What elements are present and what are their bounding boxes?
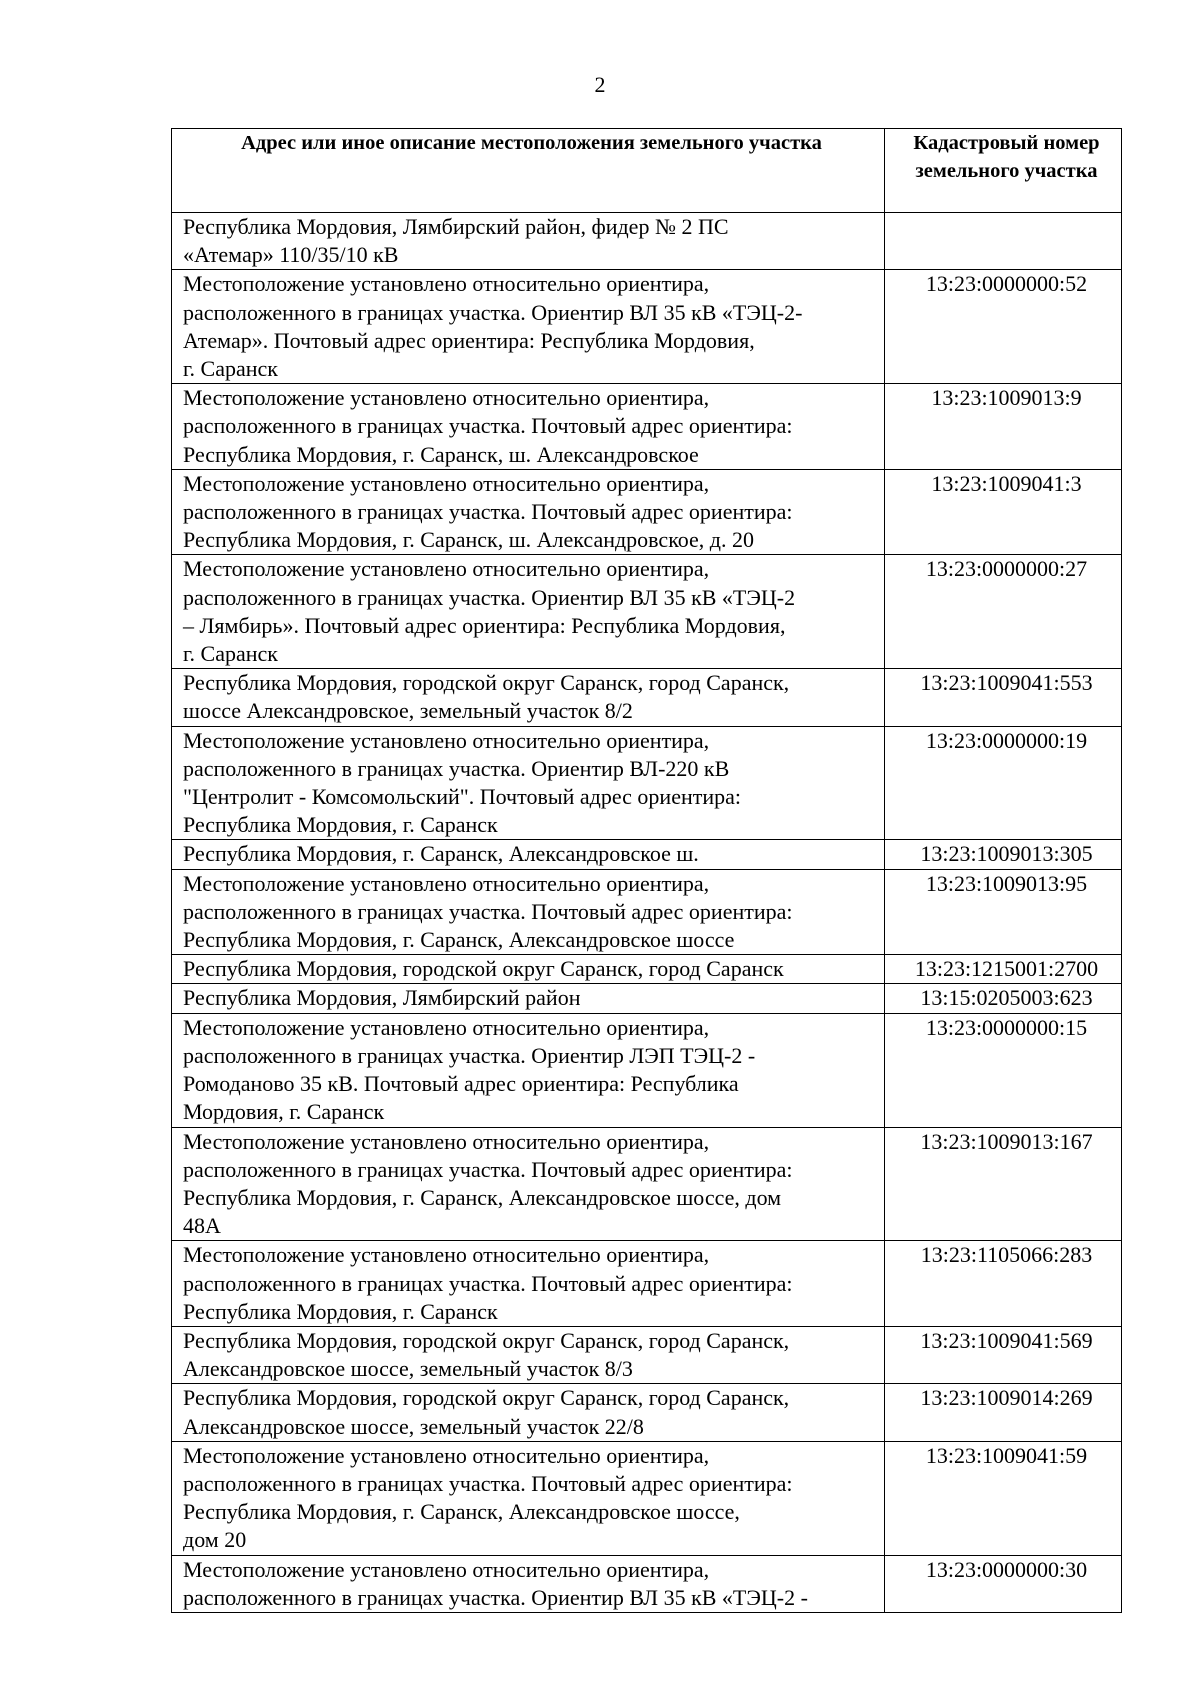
address-cell	[172, 1555, 885, 1612]
address-lines	[183, 384, 880, 469]
cadastral-number-cell	[885, 1241, 1122, 1327]
address-cell	[172, 213, 885, 270]
table-body	[172, 213, 1122, 1613]
address-line: расположенного в границах участка. Почтовый адрес ориентира:	[183, 499, 793, 525]
address-line: Республика Мордовия, г. Саранск, Александровское ш.	[183, 841, 699, 867]
address-line: 48А	[183, 1213, 221, 1239]
table-row	[172, 669, 1122, 726]
cadastral-number-cell	[885, 669, 1122, 726]
cadastral-number: 13:23:1009013:9	[931, 385, 1082, 411]
address-lines	[183, 870, 880, 955]
cadastral-number-cell	[885, 384, 1122, 470]
address-lines	[183, 270, 880, 383]
table-row	[172, 384, 1122, 470]
address-line: Атемар». Почтовый адрес ориентира: Республика Мордовия,	[183, 327, 755, 353]
table-row	[172, 469, 1122, 555]
address-line: Республика Мордовия, г. Саранск	[183, 812, 498, 838]
cadastral-number: 13:23:0000000:30	[925, 1556, 1088, 1582]
address-line: расположенного в границах участка. Ориентир ВЛ 35 кВ «ТЭЦ-2-	[183, 299, 803, 325]
address-cell	[172, 1326, 885, 1383]
cadastral-number: 13:23:0000000:52	[925, 271, 1088, 297]
table-header-row	[172, 129, 1122, 213]
address-cell	[172, 984, 885, 1013]
cadastral-number: 13:23:0000000:27	[925, 556, 1088, 582]
address-line: – Лямбирь». Почтовый адрес ориентира: Республика Мордовия,	[183, 612, 786, 638]
address-lines	[183, 1014, 880, 1127]
table-row	[172, 1441, 1122, 1555]
cadastral-number: 13:23:0000000:15	[925, 1014, 1088, 1040]
address-column-header: Адрес или иное описание местоположения земельного участка	[172, 129, 885, 213]
address-cell	[172, 1013, 885, 1127]
table-row	[172, 840, 1122, 869]
address-line: расположенного в границах участка. Ориентир ВЛ 35 кВ «ТЭЦ-2 -	[183, 1584, 808, 1610]
cadastral-number: 13:23:0000000:19	[925, 727, 1088, 753]
address-line: "Центролит - Комсомольский". Почтовый адрес ориентира:	[183, 784, 742, 810]
cadastral-number: 13:23:1009013:305	[920, 841, 1093, 867]
address-line: Александровское шоссе, земельный участок 22/8	[183, 1413, 644, 1439]
address-cell	[172, 270, 885, 384]
address-line: г. Саранск	[183, 641, 278, 667]
address-lines	[183, 955, 880, 983]
cadastral-number: 13:23:1009013:95	[925, 870, 1088, 896]
address-line: расположенного в границах участка. Ориентир ВЛ 35 кВ «ТЭЦ-2	[183, 584, 796, 610]
cadastral-number-cell	[885, 984, 1122, 1013]
address-line: расположенного в границах участка. Почтовый адрес ориентира:	[183, 413, 793, 439]
address-line: Местоположение установлено относительно ориентира,	[183, 1556, 710, 1582]
cadastral-number: 13:23:1009041:3	[931, 470, 1082, 496]
address-line: Республика Мордовия, городской округ Саранск, город Саранск,	[183, 670, 790, 696]
address-cell	[172, 1241, 885, 1327]
cadastral-number: 13:23:1009041:569	[920, 1327, 1093, 1353]
address-line: Местоположение установлено относительно ориентира,	[183, 271, 710, 297]
address-line: Местоположение установлено относительно ориентира,	[183, 1128, 710, 1154]
address-line: Республика Мордовия, г. Саранск, Александровское шоссе, дом	[183, 1184, 782, 1210]
address-lines	[183, 1128, 880, 1241]
address-lines	[183, 470, 880, 555]
cadastral-number-cell	[885, 270, 1122, 384]
address-line: Александровское шоссе, земельный участок 8/3	[183, 1356, 633, 1382]
address-line: расположенного в границах участка. Почтовый адрес ориентира:	[183, 1156, 793, 1182]
cadastral-number-cell	[885, 1127, 1122, 1241]
cadastral-number-cell	[885, 1326, 1122, 1383]
table-row	[172, 1326, 1122, 1383]
table-row	[172, 869, 1122, 955]
address-line: расположенного в границах участка. Ориентир ЛЭП ТЭЦ-2 -	[183, 1042, 756, 1068]
address-line: Республика Мордовия, г. Саранск, ш. Александровское, д. 20	[183, 527, 754, 553]
cadastral-number: 13:23:1105066:283	[920, 1242, 1093, 1268]
table-row	[172, 1384, 1122, 1441]
address-lines	[183, 727, 880, 840]
address-lines	[183, 1327, 880, 1383]
address-line: Местоположение установлено относительно ориентира,	[183, 727, 710, 753]
address-line: дом 20	[183, 1527, 247, 1553]
cadastral-number: 13:23:1009013:167	[920, 1128, 1093, 1154]
cadastral-number-cell	[885, 555, 1122, 669]
address-lines	[183, 213, 880, 269]
cadastral-number-cell	[885, 1384, 1122, 1441]
address-line: Республика Мордовия, г. Саранск, Александровское шоссе,	[183, 1499, 740, 1525]
table-row	[172, 270, 1122, 384]
address-cell	[172, 1127, 885, 1241]
table-row	[172, 1127, 1122, 1241]
address-line: г. Саранск	[183, 356, 278, 382]
cadastral-number-cell	[885, 1555, 1122, 1612]
address-cell	[172, 669, 885, 726]
address-lines	[183, 669, 880, 725]
address-lines	[183, 1384, 880, 1440]
address-cell	[172, 869, 885, 955]
cadastral-number-cell	[885, 726, 1122, 840]
address-cell	[172, 555, 885, 669]
address-line: Местоположение установлено относительно ориентира,	[183, 385, 710, 411]
address-lines	[183, 1556, 880, 1612]
table-row	[172, 1241, 1122, 1327]
cadastral-number-cell	[885, 955, 1122, 984]
table-row	[172, 726, 1122, 840]
address-cell	[172, 1441, 885, 1555]
address-line: Республика Мордовия, г. Саранск, Александровское шоссе	[183, 927, 735, 953]
address-line: «Атемар» 110/35/10 кВ	[183, 242, 399, 268]
address-line: Республика Мордовия, Лямбирский район	[183, 985, 581, 1011]
address-line: Республика Мордовия, городской округ Саранск, город Саранск,	[183, 1327, 790, 1353]
address-line: Республика Мордовия, городской округ Саранск, город Саранск	[183, 956, 784, 982]
table-row	[172, 555, 1122, 669]
cadastral-number-cell	[885, 840, 1122, 869]
address-line: Местоположение установлено относительно ориентира,	[183, 1014, 710, 1040]
address-lines	[183, 984, 880, 1012]
table-row	[172, 1555, 1122, 1612]
cadastral-number: 13:23:1009041:59	[925, 1442, 1088, 1468]
cadastral-number: 13:23:1215001:2700	[914, 956, 1099, 982]
cadastral-number: 13:23:1009041:553	[920, 670, 1093, 696]
cadastral-number-cell	[885, 869, 1122, 955]
address-cell	[172, 469, 885, 555]
page-number: 2	[594, 72, 606, 97]
address-line: расположенного в границах участка. Почтовый адрес ориентира:	[183, 898, 793, 924]
address-line: Республика Мордовия, г. Саранск	[183, 1298, 498, 1324]
address-line: Республика Мордовия, Лямбирский район, фидер № 2 ПС	[183, 214, 729, 239]
address-line: Местоположение установлено относительно ориентира,	[183, 1242, 710, 1268]
address-cell	[172, 726, 885, 840]
table-row	[172, 955, 1122, 984]
address-line: Местоположение установлено относительно ориентира,	[183, 870, 710, 896]
table-row	[172, 213, 1122, 270]
address-cell	[172, 1384, 885, 1441]
address-cell	[172, 384, 885, 470]
address-lines	[183, 1241, 880, 1326]
address-line: Местоположение установлено относительно ориентира,	[183, 556, 710, 582]
address-lines	[183, 555, 880, 668]
cadastral-number-cell	[885, 1013, 1122, 1127]
address-cell	[172, 955, 885, 984]
address-lines	[183, 1442, 880, 1555]
cadastral-number: 13:23:1009014:269	[920, 1385, 1093, 1411]
land-plots-table	[171, 128, 1122, 1613]
address-line: Республика Мордовия, городской округ Саранск, город Саранск,	[183, 1385, 790, 1411]
address-line: Республика Мордовия, г. Саранск, ш. Александровское	[183, 441, 699, 467]
address-lines	[183, 840, 880, 868]
address-line: Ромоданово 35 кВ. Почтовый адрес ориентира: Республика	[183, 1071, 739, 1097]
cadastral-column-header: Кадастровый номер земельного участка	[885, 129, 1122, 213]
table-row	[172, 984, 1122, 1013]
address-line: Местоположение установлено относительно ориентира,	[183, 1442, 710, 1468]
cadastral-number: 13:15:0205003:623	[920, 985, 1093, 1011]
address-line: расположенного в границах участка. Почтовый адрес ориентира:	[183, 1470, 793, 1496]
cadastral-number-cell	[885, 469, 1122, 555]
cadastral-number-cell	[885, 213, 1122, 270]
address-line: расположенного в границах участка. Ориентир ВЛ-220 кВ	[183, 755, 730, 781]
address-cell	[172, 840, 885, 869]
address-line: шоссе Александровское, земельный участок 8/2	[183, 698, 633, 724]
address-line: Местоположение установлено относительно ориентира,	[183, 470, 710, 496]
cadastral-number-cell	[885, 1441, 1122, 1555]
address-line: расположенного в границах участка. Почтовый адрес ориентира:	[183, 1270, 793, 1296]
address-line: Мордовия, г. Саранск	[183, 1099, 385, 1125]
table-row	[172, 1013, 1122, 1127]
